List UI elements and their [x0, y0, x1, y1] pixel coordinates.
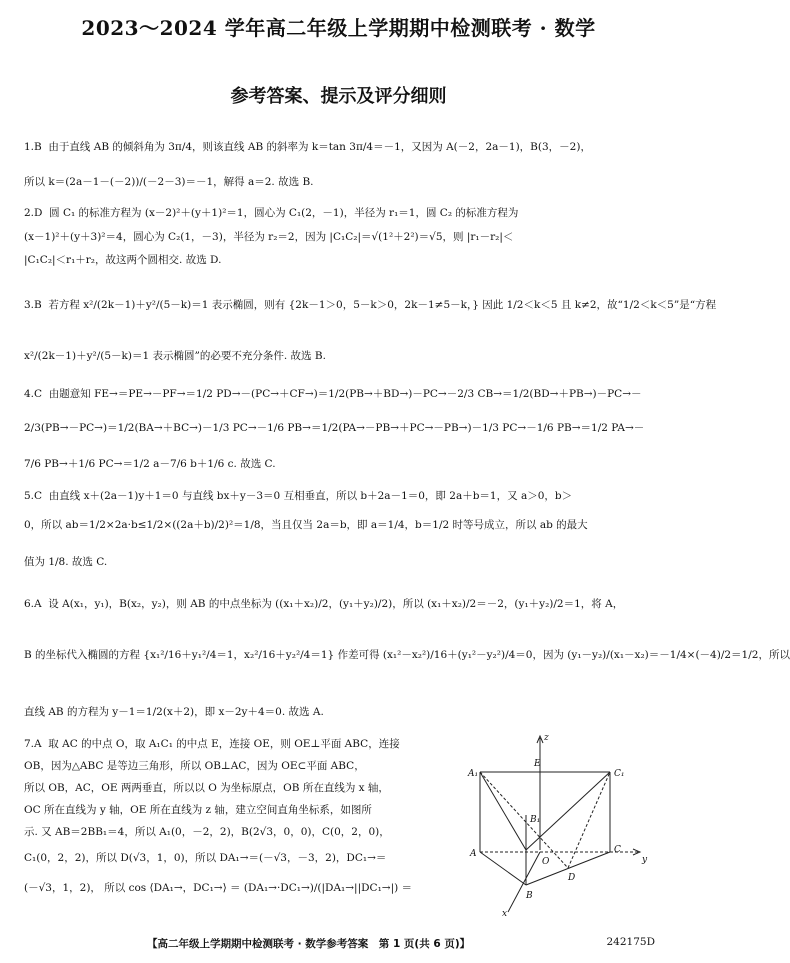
label-c1: C₁ — [614, 769, 625, 779]
label-b1: B₁ — [530, 815, 541, 825]
answer-text: 若方程 x²/(2k－1)＋y²/(5－k)＝1 表示椭圆，则有 {2k－1＞0，5－k＞0，2k－1≠5－k，} 因此 1/2＜k＜5 且 k≠2，故“1/2＜k＜5”是“方程 — [48, 299, 717, 311]
label-a: A — [470, 849, 477, 859]
answer-number: 2.D — [24, 207, 43, 219]
answer-line: (x－1)²＋(y＋3)²＝4，圆心为 C₂(1，－3)，半径为 r₂＝2，因为 |C₁C₂|＝√(1²＋2²)＝√5，则 |r₁－r₂|＜ — [24, 231, 514, 243]
footer-code: 242175D — [606, 936, 655, 948]
label-c: C — [614, 845, 621, 855]
label-d: D — [568, 873, 576, 883]
answer-line: B 的坐标代入椭圆的方程 {x₁²/16＋y₁²/4＝1，x₂²/16＋y₂²/4＝1} 作差可得 (x₁²－x₂²)/16＋(y₁²－y₂²)/4＝0，因为 (y₁－y₂)/(x₁－x₂)＝－1/4×(－4)/2＝1/2，所以 — [24, 649, 790, 661]
answer-line: 值为 1/8. 故选 C. — [24, 556, 108, 568]
answer-line: |C₁C₂|＜r₁＋r₂，故这两个圆相交. 故选 D. — [24, 254, 222, 266]
answer-line — [24, 206, 660, 220]
answer-line: 2/3(PB→－PC→)＝1/2(BA→＋BC→)－1/3 PC→－1/6 PB→＝1/2(PA→－PB→＋PC→－PB→)－1/3 PC→－1/6 PB→＝1/2 PA→－ — [24, 422, 645, 434]
answer-number: 7.A — [24, 738, 42, 750]
segment-d-c1 — [568, 772, 610, 868]
answer-line — [24, 298, 717, 312]
answer-line — [24, 737, 439, 751]
label-b: B — [526, 891, 533, 901]
answer-line — [24, 140, 660, 154]
answer-line: OB，因为△ABC 是等边三角形，所以 OB⊥AC，因为 OE⊂平面 ABC， — [24, 760, 365, 772]
answer-text: 取 AC 的中点 O，取 A₁C₁ 的中点 E，连接 OE，则 OE⊥平面 ABC，连接 — [48, 738, 400, 750]
answer-line: 所以 OB，AC，OE 两两垂直，所以以 O 为坐标原点，OB 所在直线为 x 轴， — [24, 782, 389, 794]
edge-b1-c1 — [526, 772, 610, 850]
answer-line: OC 所在直线为 y 轴，OE 所在直线为 z 轴，建立空间直角坐标系，如图所 — [24, 804, 372, 816]
answer-line: (－√3，1，2)， 所以 cos ⟨DA₁→，DC₁→⟩ ＝ (DA₁→·DC₁→)/(|DA₁→||DC₁→|) ＝ — [24, 882, 413, 894]
page-title: 2023～2024 学年高二年级上学期期中检测联考 · 数学 — [81, 16, 596, 40]
answer-number: 1.B — [24, 141, 42, 153]
answer-line: 直线 AB 的方程为 y－1＝1/2(x＋2)，即 x－2y＋4＝0. 故选 A. — [24, 706, 324, 718]
answer-line: x²/(2k－1)＋y²/(5－k)＝1 表示椭圆”的必要不充分条件. 故选 B. — [24, 350, 326, 362]
answer-line — [24, 597, 660, 611]
answer-text: 由于直线 AB 的倾斜角为 3π/4，则该直线 AB 的斜率为 k＝tan 3π/4＝－1，又因为 A(－2，2a－1)，B(3，－2)， — [48, 141, 591, 153]
page-subtitle: 参考答案、提示及评分细则 — [230, 86, 447, 107]
answer-number: 6.A — [24, 598, 42, 610]
label-o: O — [542, 857, 550, 867]
x-axis-line — [508, 852, 540, 912]
answer-number: 3.B — [24, 299, 42, 311]
prism-diagram — [468, 730, 658, 920]
answer-text: 设 A(x₁，y₁)，B(x₂，y₂)，则 AB 的中点坐标为 ((x₁＋x₂)/2，(y₁＋y₂)/2)，所以 (x₁＋x₂)/2＝－2，(y₁＋y₂)/2＝1，将 A， — [48, 598, 624, 610]
label-e: E — [534, 759, 541, 769]
answer-text: 由直线 x＋(2a－1)y＋1＝0 与直线 bx＋y－3＝0 互相垂直，所以 b＋2a－1＝0，即 2a＋b＝1，又 a＞0，b＞ — [48, 490, 573, 502]
answer-line: 示. 又 AB＝2BB₁＝4，所以 A₁(0，－2，2)，B(2√3，0，0)，C(0，2，0)， — [24, 826, 390, 838]
answer-line — [24, 387, 660, 401]
label-y: y — [642, 855, 648, 865]
answer-line: C₁(0，2，2)，所以 D(√3，1，0)，所以 DA₁→＝(－√3，－3，2)，DC₁→＝ — [24, 852, 387, 864]
answer-number: 4.C — [24, 388, 43, 400]
edge-a-b — [480, 852, 526, 885]
answer-text: 圆 C₁ 的标准方程为 (x－2)²＋(y＋1)²＝1，圆心为 C₁(2，－1)，半径为 r₁＝1，圆 C₂ 的标准方程为 — [49, 207, 519, 219]
answer-line: 7/6 PB→＋1/6 PC→＝1/2 a－7/6 b＋1/6 c. 故选 C. — [24, 458, 276, 470]
label-a1: A₁ — [468, 769, 479, 779]
label-z: z — [544, 733, 549, 743]
edge-a1-b1 — [480, 772, 526, 850]
answer-text: 由题意知 FE→＝PE→－PF→＝1/2 PD→－(PC→＋CF→)＝1/2(PB→＋BD→)－PC→－2/3 CB→＝1/2(BD→＋PB→)－PC→－ — [48, 388, 642, 400]
footer-text: 【高二年级上学期期中检测联考 · 数学参考答案 第 1 页(共 6 页)】 — [147, 938, 471, 950]
answer-number: 5.C — [24, 490, 43, 502]
answer-line: 所以 k＝(2a－1－(－2))/(－2－3)＝－1，解得 a＝2. 故选 B. — [24, 176, 314, 188]
segment-a1-d — [480, 772, 568, 868]
answer-line: 0，所以 ab＝1/2×2a·b≤1/2×((2a＋b)/2)²＝1/8，当且仅当 2a＝b，即 a＝1/4，b＝1/2 时等号成立，所以 ab 的最大 — [24, 519, 588, 531]
answer-line — [24, 489, 660, 503]
label-x: x — [502, 909, 508, 919]
